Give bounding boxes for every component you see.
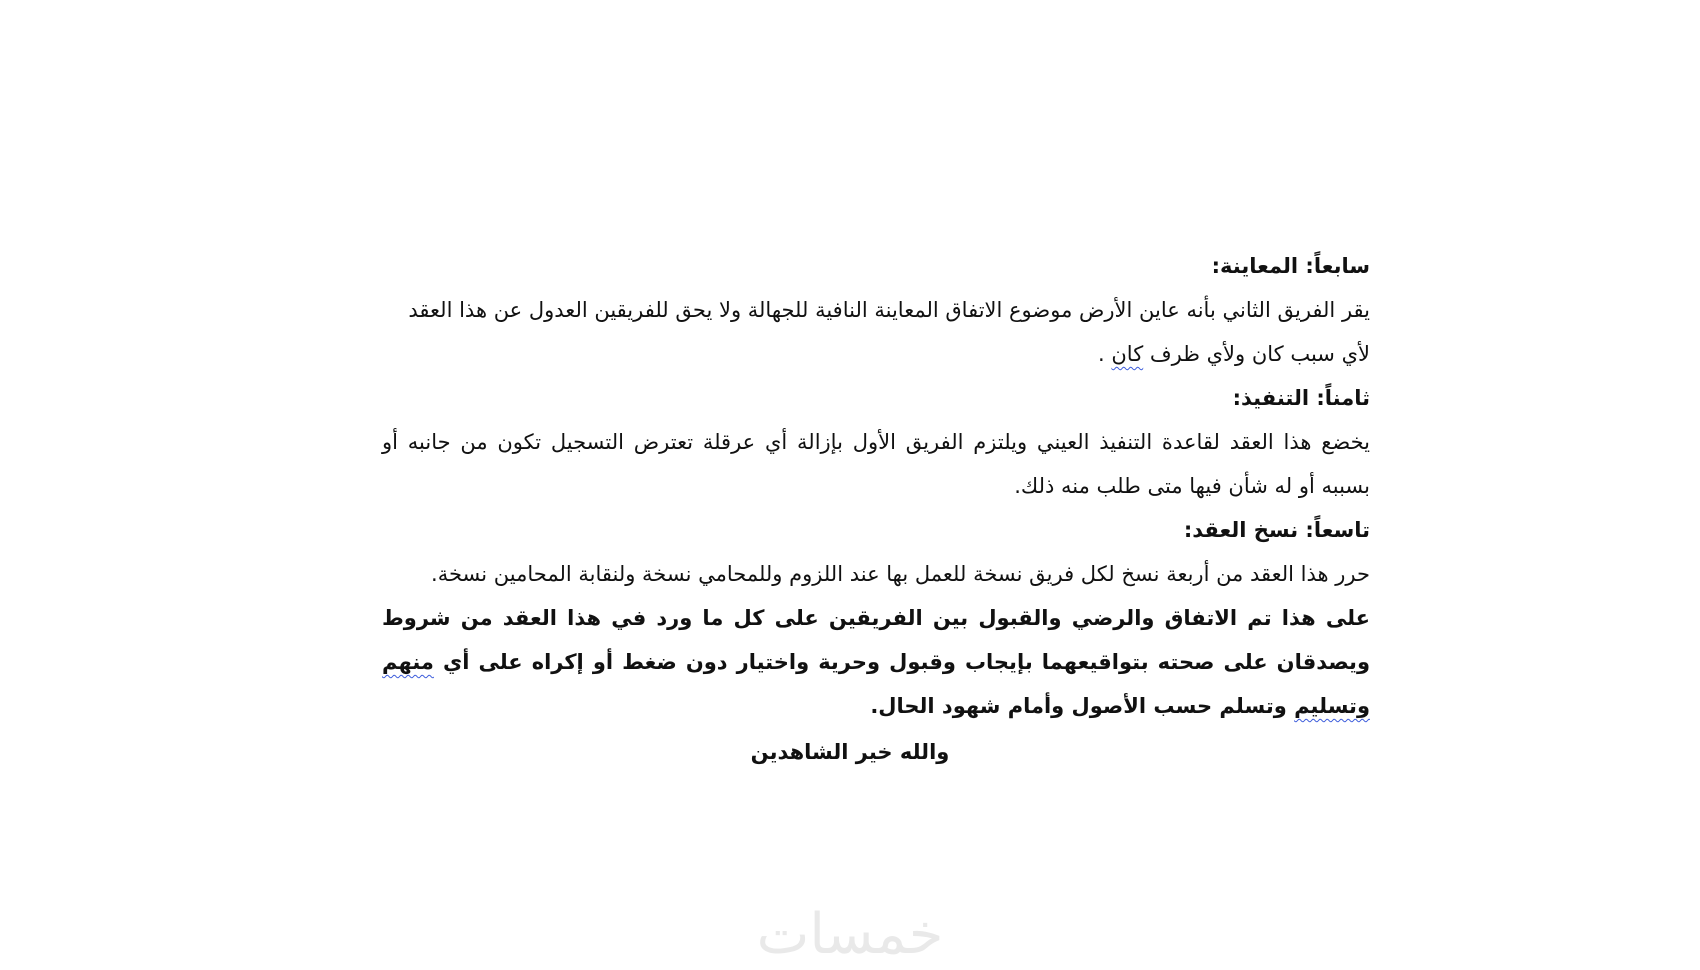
final-paragraph-text-end: وتسلم حسب الأصول وأمام شهود الحال. — [870, 694, 1295, 718]
spellcheck-marked-word[interactable]: وتسليم — [1294, 694, 1370, 718]
section-7-line-1: يقر الفريق الثاني بأنه عاين الأرض موضوع الاتفاق المعاينة النافية للجهالة ولا يحق للفريقين العدول عن هذا العقد — [408, 298, 1370, 322]
spellcheck-marked-word[interactable]: منهم — [382, 650, 434, 674]
section-8-paragraph: يخضع هذا العقد لقاعدة التنفيذ العيني ويلتزم الفريق الأول بإزالة أي عرقلة تعترض التسجيل تكون من جانبه أو بسببه أو له شأن فيها متى طلب منه ذلك. — [382, 430, 1370, 498]
final-paragraph-text: على هذا تم الاتفاق والرضي والقبول بين الفريقين على كل ما ورد في هذا العقد من شروط ويصدقان على صحته بتواقيعهما بإيجاب وقبول وحرية واختيار دون ضغط أو إكراه على أي — [382, 606, 1370, 674]
section-9-heading: تاسعاً: نسخ العقد: — [1183, 518, 1370, 542]
closing-line: والله خير الشاهدين — [750, 740, 950, 764]
section-7-line-2: لأي سبب كان ولأي ظرف — [1143, 342, 1370, 366]
watermark-logo: خمسات — [756, 902, 944, 967]
final-agreement-paragraph — [382, 596, 1370, 728]
spellcheck-marked-word[interactable]: كان — [1111, 342, 1144, 366]
contract-text-body — [382, 244, 1370, 728]
section-8-heading: ثامناً: التنفيذ: — [1232, 386, 1370, 410]
section-9-paragraph: حرر هذا العقد من أربعة نسخ لكل فريق نسخة للعمل بها عند اللزوم وللمحامي نسخة ولنقابة المحامين نسخة. — [431, 562, 1370, 586]
section-7-heading: سابعاً: المعاينة: — [1211, 254, 1370, 278]
section-7-line-2-end: . — [1098, 342, 1112, 366]
section-7-paragraph — [382, 288, 1370, 376]
